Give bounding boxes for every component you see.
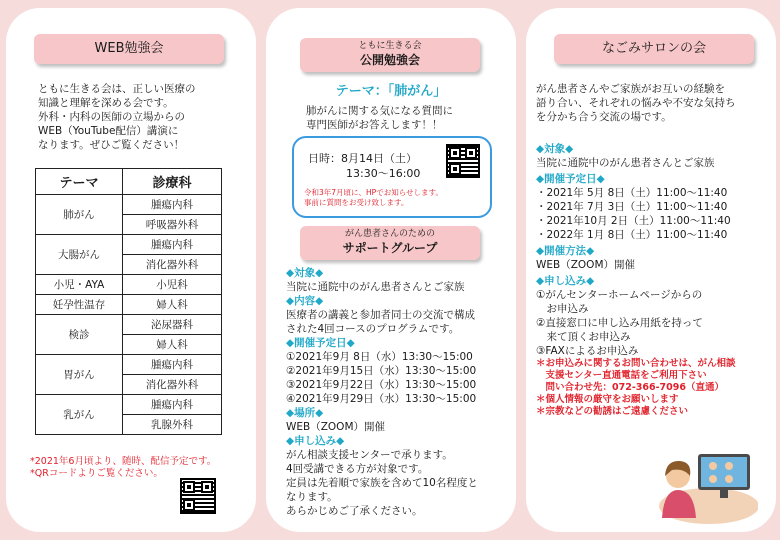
qr-code-icon[interactable] — [180, 478, 216, 514]
dept-cell: 呼吸器外科 — [123, 215, 222, 235]
public-study-title: 公開勉強会 — [359, 53, 420, 67]
event-note-line: 事前に質問をお受け致します。 — [304, 198, 409, 207]
apply-line: お申込み — [536, 303, 589, 315]
notice-line: 支援センター直通電話をご利用下さい — [536, 370, 707, 381]
theme-cell: 肺がん — [36, 195, 123, 235]
place-text: WEB（ZOOM）開催 — [286, 421, 386, 433]
intro-line: ともに生きる会は、正しい医療の — [38, 83, 196, 95]
intro-line: 外科・内科の医師の立場からの — [38, 111, 185, 123]
schedule-heading: ◆開催予定日◆ — [536, 173, 605, 185]
public-study-title-pill — [300, 38, 480, 72]
schedule-item: ③2021年9月22日（水）13:30～15:00 — [286, 379, 477, 391]
notice-line: ＊個人情報の厳守をお願いします — [536, 394, 679, 405]
web-study-intro — [38, 82, 243, 152]
dept-cell: 泌尿器科 — [123, 315, 222, 335]
schedule-item: ①2021年9月 8日（水）13:30～15:00 — [286, 351, 473, 363]
note-line: *QRコードよりご覧ください。 — [30, 468, 163, 479]
dept-cell: 腫瘍内科 — [123, 195, 222, 215]
schedule-item: ・2022年 1月 8日（土）11:00～11:40 — [536, 229, 728, 241]
dept-cell: 腫瘍内科 — [123, 395, 222, 415]
theme-cell: 胃がん — [36, 355, 123, 395]
dept-cell: 小児科 — [123, 275, 222, 295]
schedule-item: ・2021年10月 2日（土）11:00～11:40 — [536, 215, 731, 227]
dept-cell: 消化器外科 — [123, 255, 222, 275]
event-note — [304, 188, 486, 208]
theme-heading: テーマ：「肺がん」 — [335, 84, 447, 99]
content-heading: ◆内容◆ — [286, 295, 324, 307]
note-line: *2021年6月頃より、随時、配信予定です。 — [30, 456, 217, 467]
panel-nagomi-salon — [526, 8, 776, 532]
qr-code-icon[interactable] — [446, 144, 480, 178]
theme-cell: 検診 — [36, 315, 123, 355]
schedule-heading: ◆開催予定日◆ — [286, 337, 355, 349]
schedule-item: ④2021年9月29日（水）13:30～15:00 — [286, 393, 477, 405]
notice-line: ＊お申込みに関するお問い合わせは、がん相談 — [536, 358, 736, 369]
video-call-illustration — [654, 446, 758, 526]
panel-public-study — [266, 8, 516, 532]
web-study-notes — [30, 456, 252, 480]
dept-cell: 腫瘍内科 — [123, 355, 222, 375]
notice-line: ＊宗教などの勧誘はご遠慮ください — [536, 406, 689, 417]
apply-line: あらかじめご了承ください。 — [286, 505, 423, 517]
apply-line: 4回受講できる方が対象です。 — [286, 463, 429, 475]
method-heading: ◆開催方法◆ — [536, 245, 595, 257]
theme-cell: 乳がん — [36, 395, 123, 435]
schedule-item: ・2021年 5月 8日（土）11:00～11:40 — [536, 187, 728, 199]
apply-line: ②直接窓口に申し込み用紙を持って — [536, 317, 703, 329]
schedule-item: ・2021年 7月 3日（土）11:00～11:40 — [536, 201, 728, 213]
apply-line: 定員は先着順で家族を含めて10名程度と — [286, 477, 478, 489]
target-heading: ◆対象◆ — [286, 267, 324, 279]
apply-heading: ◆申し込み◆ — [286, 435, 345, 447]
web-study-title: WEB勉強会 — [94, 41, 164, 56]
dept-cell: 婦人科 — [123, 335, 222, 355]
target-text: 当院に通院中のがん患者さんとご家族 — [536, 157, 715, 169]
header-dept: 診療科 — [123, 169, 222, 195]
dept-cell: 消化器外科 — [123, 375, 222, 395]
apply-line: ①がんセンターホームページからの — [536, 289, 703, 301]
header-theme: テーマ — [36, 169, 123, 195]
apply-line: ③FAXによるお申込み — [536, 345, 639, 357]
place-heading: ◆場所◆ — [286, 407, 324, 419]
apply-heading: ◆申し込み◆ — [536, 275, 595, 287]
schedule-item: ②2021年9月15日（水）13:30～15:00 — [286, 365, 477, 377]
notice-line: 問い合わせ先：072-366-7096（直通） — [536, 382, 724, 393]
intro-line: を分かち合う交流の場です。 — [536, 111, 672, 123]
intro-line: 知識と理解を深める会です。 — [38, 97, 174, 109]
content-line: された4回コースのプログラムです。 — [286, 323, 460, 335]
intro-line: WEB（YouTube配信）講演に — [38, 125, 179, 137]
support-group-subtitle: がん患者さんのための — [344, 229, 435, 239]
target-heading: ◆対象◆ — [536, 143, 574, 155]
theme-cell: 妊孕性温存 — [36, 295, 123, 315]
apply-line: がん相談支援センターで承ります。 — [286, 449, 453, 461]
dept-cell: 乳腺外科 — [123, 415, 222, 435]
intro-line: なります。ぜひご覧ください！ — [38, 139, 185, 151]
theme-cell: 小児・AYA — [36, 275, 123, 295]
event-date: 日時：8月14日（土） — [308, 152, 417, 165]
target-text: 当院に通院中のがん患者さんとご家族 — [286, 281, 465, 293]
method-text: WEB（ZOOM）開催 — [536, 259, 636, 271]
support-group-title-pill — [300, 226, 480, 260]
content-line: 医療者の講義と参加者同士の交流で構成 — [286, 309, 475, 321]
event-time: 13:30～16:00 — [346, 167, 421, 180]
theme-cell: 大腸がん — [36, 235, 123, 275]
public-study-lead — [306, 104, 506, 132]
apply-line: なります。 — [286, 491, 338, 503]
lecture-table — [35, 168, 222, 435]
event-note-line: 令和3年7月頃に、HPでお知らせします。 — [304, 188, 443, 197]
salon-intro — [536, 82, 772, 124]
intro-line: 語り合い、それぞれの悩みや不安な気持ち — [536, 97, 736, 109]
intro-line: がん患者さんやご家族がお互いの経験を — [536, 83, 725, 95]
salon-title: なごみサロンの会 — [601, 41, 706, 56]
dept-cell: 腫瘍内科 — [123, 235, 222, 255]
web-study-title-pill — [34, 34, 224, 64]
lead-line: 肺がんに関する気になる質問に — [306, 105, 453, 117]
support-group-details — [286, 266, 511, 518]
panel-web-study — [6, 8, 256, 532]
support-group-title: サポートグループ — [342, 241, 438, 255]
public-study-subtitle: ともに生きる会 — [358, 41, 422, 51]
lead-line: 専門医師がお答えします！！ — [306, 119, 443, 131]
apply-line: 来て頂くお申込み — [536, 331, 631, 343]
salon-details — [536, 142, 772, 418]
dept-cell: 婦人科 — [123, 295, 222, 315]
event-info-box — [292, 136, 492, 218]
salon-title-pill — [554, 34, 754, 64]
